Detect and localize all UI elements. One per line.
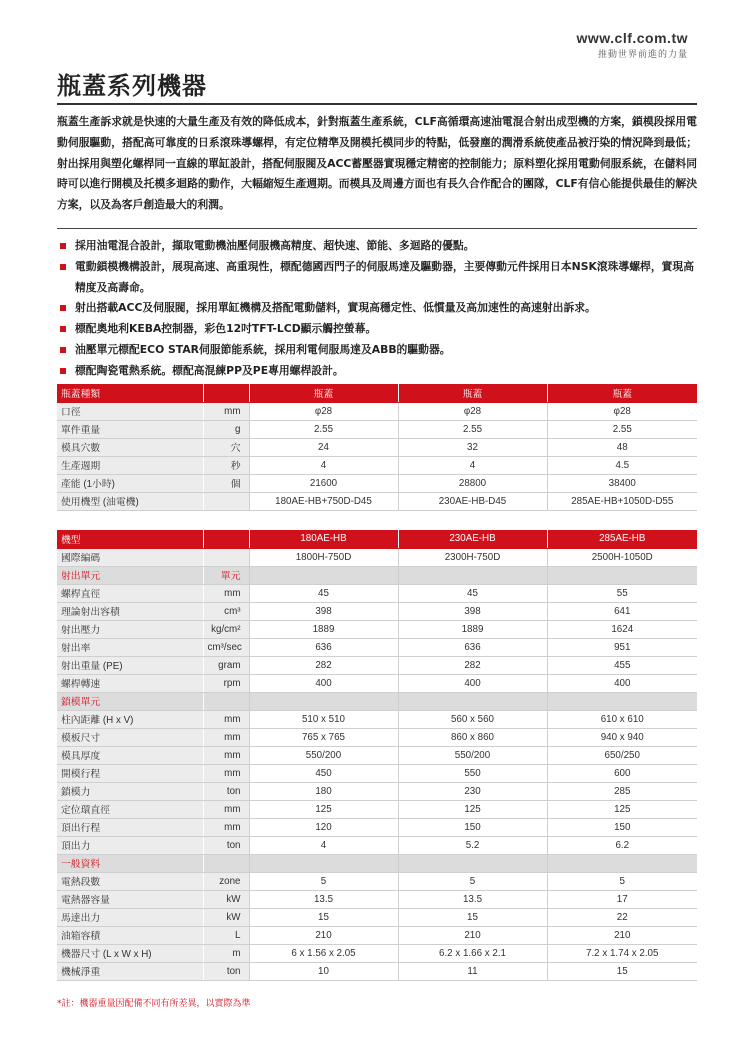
row-value-cell: 13.5: [398, 890, 547, 908]
row-unit-cell: zone: [203, 872, 249, 890]
row-value-cell: 230: [398, 782, 547, 800]
table-row: [57, 492, 697, 510]
row-unit-cell: [203, 492, 249, 510]
row-value-cell: 641: [547, 602, 697, 620]
row-value-cell: 45: [398, 584, 547, 602]
row-label-cell: 鎖模單元: [57, 692, 203, 710]
row-label-cell: 國際編碼: [57, 548, 203, 566]
row-unit-cell: mm: [203, 764, 249, 782]
row-value-cell: 150: [398, 818, 547, 836]
row-value-cell: 125: [398, 800, 547, 818]
row-value-cell: 636: [249, 638, 398, 656]
row-label-cell: 定位環直徑: [57, 800, 203, 818]
site-slogan: 推動世界前進的力量: [597, 50, 688, 60]
feature-item: [57, 257, 697, 299]
row-value-cell: 22: [547, 908, 697, 926]
table-row: [57, 836, 697, 854]
row-value-cell: 450: [249, 764, 398, 782]
row-value-cell: 5: [547, 872, 697, 890]
row-value-cell: 13.5: [249, 890, 398, 908]
row-label-cell: 理論射出容積: [57, 602, 203, 620]
page-title: 瓶蓋系列機器: [57, 72, 207, 100]
footnote: *註：機器重量因配備不同有所差異，以實際為準: [57, 999, 251, 1009]
table-row: [57, 890, 697, 908]
row-unit-cell: ton: [203, 836, 249, 854]
feature-text: 標配陶瓷電熱系統。標配高混練PP及PE專用螺桿設計。: [75, 363, 344, 377]
feature-item: [57, 361, 697, 382]
header-column-cell: 285AE-HB: [547, 530, 697, 548]
row-value-cell: 2.55: [398, 420, 547, 438]
row-value-cell: [249, 566, 398, 584]
feature-item: [57, 236, 697, 257]
row-value-cell: 4: [249, 456, 398, 474]
row-unit-cell: kg/cm²: [203, 620, 249, 638]
row-label-cell: 一般資料: [57, 854, 203, 872]
row-value-cell: 180: [249, 782, 398, 800]
feature-text: 油壓單元標配ECO STAR伺服節能系統，採用利電伺服馬達及ABB的驅動器。: [75, 342, 451, 356]
square-bullet-icon: [60, 243, 66, 249]
header-unit-cell: [203, 384, 249, 402]
row-value-cell: 2.55: [547, 420, 697, 438]
feature-text: 射出搭載ACC及伺服閥，採用單缸機構及搭配電動儲料，實現高穩定性、低慣量及高加速性的高速射出訴求。: [75, 301, 596, 315]
row-value-cell: 2500H-1050D: [547, 548, 697, 566]
row-unit-cell: mm: [203, 746, 249, 764]
machine-spec-table: [57, 530, 697, 981]
row-label-cell: 模具穴數: [57, 438, 203, 456]
row-unit-cell: mm: [203, 818, 249, 836]
row-value-cell: 48: [547, 438, 697, 456]
square-bullet-icon: [60, 305, 66, 311]
row-value-cell: 1889: [249, 620, 398, 638]
square-bullet-icon: [60, 347, 66, 353]
site-url[interactable]: www.clf.com.tw: [576, 30, 688, 46]
row-value-cell: 4.5: [547, 456, 697, 474]
table-row: [57, 474, 697, 492]
row-label-cell: 電熱段數: [57, 872, 203, 890]
row-value-cell: 11: [398, 962, 547, 980]
table-row: [57, 944, 697, 962]
row-value-cell: φ28: [398, 402, 547, 420]
row-unit-cell: cm³: [203, 602, 249, 620]
row-label-cell: 射出重量 (PE): [57, 656, 203, 674]
row-value-cell: 5: [249, 872, 398, 890]
table-row: [57, 782, 697, 800]
row-value-cell: 636: [398, 638, 547, 656]
row-label-cell: 柱內距離 (H x V): [57, 710, 203, 728]
row-value-cell: 210: [249, 926, 398, 944]
row-value-cell: 400: [249, 674, 398, 692]
header-column-cell: 瓶蓋: [547, 384, 697, 402]
row-unit-cell: m: [203, 944, 249, 962]
row-label-cell: 生產週期: [57, 456, 203, 474]
row-label-cell: 機器尺寸 (L x W x H): [57, 944, 203, 962]
row-value-cell: 282: [398, 656, 547, 674]
row-value-cell: 1889: [398, 620, 547, 638]
row-label-cell: 開模行程: [57, 764, 203, 782]
row-value-cell: 285AE-HB+1050D-D55: [547, 492, 697, 510]
row-value-cell: 860 x 860: [398, 728, 547, 746]
row-value-cell: 398: [249, 602, 398, 620]
table-row: [57, 420, 697, 438]
row-value-cell: 600: [547, 764, 697, 782]
row-value-cell: 28800: [398, 474, 547, 492]
row-unit-cell: 穴: [203, 438, 249, 456]
row-value-cell: 510 x 510: [249, 710, 398, 728]
header-column-cell: 180AE-HB: [249, 530, 398, 548]
row-value-cell: 6 x 1.56 x 2.05: [249, 944, 398, 962]
row-value-cell: 951: [547, 638, 697, 656]
row-value-cell: 125: [547, 800, 697, 818]
header-column-cell: 230AE-HB: [398, 530, 547, 548]
table-row: [57, 926, 697, 944]
table-row: [57, 746, 697, 764]
row-value-cell: [547, 566, 697, 584]
row-label-cell: 電熱器容量: [57, 890, 203, 908]
row-value-cell: 21600: [249, 474, 398, 492]
row-label-cell: 鎖模力: [57, 782, 203, 800]
row-label-cell: 馬達出力: [57, 908, 203, 926]
row-unit-cell: [203, 692, 249, 710]
bottle-cap-spec-table: [57, 384, 697, 511]
table-row: [57, 402, 697, 420]
row-unit-cell: ton: [203, 962, 249, 980]
table-row: [57, 908, 697, 926]
row-value-cell: 550: [398, 764, 547, 782]
row-label-cell: 螺桿直徑: [57, 584, 203, 602]
row-label-cell: 射出單元: [57, 566, 203, 584]
row-unit-cell: [203, 854, 249, 872]
row-value-cell: [249, 692, 398, 710]
header-label-cell: 瓶蓋種類: [57, 384, 203, 402]
row-value-cell: 455: [547, 656, 697, 674]
row-value-cell: 125: [249, 800, 398, 818]
row-value-cell: 5.2: [398, 836, 547, 854]
header-unit-cell: [203, 530, 249, 548]
row-label-cell: 油箱容積: [57, 926, 203, 944]
row-value-cell: 180AE-HB+750D-D45: [249, 492, 398, 510]
row-label-cell: 口徑: [57, 402, 203, 420]
row-value-cell: 210: [398, 926, 547, 944]
feature-text: 採用油電混合設計，擷取電動機油壓伺服機高精度、超快速、節能、多迴路的優點。: [75, 239, 475, 252]
row-value-cell: 7.2 x 1.74 x 2.05: [547, 944, 697, 962]
feature-text: 標配奧地利KEBA控制器，彩色12吋TFT-LCD顯示觸控螢幕。: [75, 322, 377, 336]
row-unit-cell: 秒: [203, 456, 249, 474]
row-value-cell: 10: [249, 962, 398, 980]
row-unit-cell: mm: [203, 728, 249, 746]
header-column-cell: 瓶蓋: [249, 384, 398, 402]
row-label-cell: 螺桿轉速: [57, 674, 203, 692]
row-unit-cell: rpm: [203, 674, 249, 692]
table-row: [57, 602, 697, 620]
row-unit-cell: cm³/sec: [203, 638, 249, 656]
row-unit-cell: mm: [203, 710, 249, 728]
row-value-cell: 45: [249, 584, 398, 602]
row-value-cell: [398, 566, 547, 584]
row-value-cell: φ28: [547, 402, 697, 420]
row-unit-cell: g: [203, 420, 249, 438]
table-row: [57, 728, 697, 746]
table-row: [57, 584, 697, 602]
row-value-cell: 765 x 765: [249, 728, 398, 746]
row-value-cell: φ28: [249, 402, 398, 420]
feature-item: [57, 298, 697, 319]
row-value-cell: 6.2 x 1.66 x 2.1: [398, 944, 547, 962]
row-value-cell: 15: [249, 908, 398, 926]
row-value-cell: 38400: [547, 474, 697, 492]
row-unit-cell: [203, 548, 249, 566]
table-row: [57, 638, 697, 656]
table-row: [57, 456, 697, 474]
row-value-cell: [398, 854, 547, 872]
row-value-cell: 2300H-750D: [398, 548, 547, 566]
table-row: [57, 620, 697, 638]
row-value-cell: 1624: [547, 620, 697, 638]
table-row: [57, 710, 697, 728]
row-value-cell: 17: [547, 890, 697, 908]
row-value-cell: 1800H-750D: [249, 548, 398, 566]
header-column-cell: 瓶蓋: [398, 384, 547, 402]
row-unit-cell: L: [203, 926, 249, 944]
row-label-cell: 產能 (1小時): [57, 474, 203, 492]
header-label-cell: 機型: [57, 530, 203, 548]
row-label-cell: 頂出行程: [57, 818, 203, 836]
row-unit-cell: ton: [203, 782, 249, 800]
feature-list: [57, 236, 697, 382]
table-row: [57, 962, 697, 980]
square-bullet-icon: [60, 326, 66, 332]
row-value-cell: 940 x 940: [547, 728, 697, 746]
row-value-cell: 650/250: [547, 746, 697, 764]
table-row: [57, 818, 697, 836]
row-value-cell: 550/200: [249, 746, 398, 764]
intro-divider: [57, 228, 697, 229]
table-header-row: [57, 384, 697, 402]
row-value-cell: 32: [398, 438, 547, 456]
site-header: [577, 30, 689, 60]
row-value-cell: [547, 854, 697, 872]
square-bullet-icon: [60, 264, 66, 270]
row-value-cell: 400: [398, 674, 547, 692]
feature-text: 電動鎖模機構設計，展現高速、高重現性，標配德國西門子的伺服馬達及驅動器，主要傳動元件採用日本NSK滾珠導螺桿，實現高精度及高壽命。: [75, 259, 695, 294]
intro-paragraph: 瓶蓋生產訴求就是快速的大量生產及有效的降低成本，針對瓶蓋生產系統，CLF高循環高速油電混合射出成型機的方案，鎖模段採用電動伺服驅動，搭配高可靠度的日系滾珠導螺桿，有定位精準及開模托模同步的特點，低發塵的潤滑系統使產品被汙染的情況降到最低；射出採用與塑化螺桿同一直線的單缸設計，搭配伺服閥及ACC蓄壓器實現穩定精密的控制能力；原料塑化採用電動伺服系統，在儲料同時可以進行開模及托模多迴路的動作，大幅縮短生產週期。而模具及周邊方面也有長久合作配合的團隊，CLF有信心能提供最佳的解決方案，以及為客戶創造最大的利潤。: [57, 115, 697, 212]
row-value-cell: 400: [547, 674, 697, 692]
row-label-cell: 射出壓力: [57, 620, 203, 638]
row-value-cell: [398, 692, 547, 710]
section-row: [57, 692, 697, 710]
section-row: [57, 566, 697, 584]
table-row: [57, 438, 697, 456]
row-value-cell: 210: [547, 926, 697, 944]
row-label-cell: 模具厚度: [57, 746, 203, 764]
table-header-row: [57, 530, 697, 548]
row-unit-cell: 單元: [203, 566, 249, 584]
row-value-cell: 398: [398, 602, 547, 620]
table-row: [57, 800, 697, 818]
row-value-cell: 5: [398, 872, 547, 890]
table-row: [57, 872, 697, 890]
row-value-cell: 285: [547, 782, 697, 800]
row-unit-cell: mm: [203, 584, 249, 602]
row-value-cell: 610 x 610: [547, 710, 697, 728]
row-value-cell: [547, 692, 697, 710]
row-unit-cell: mm: [203, 402, 249, 420]
row-label-cell: 模板尺寸: [57, 728, 203, 746]
title-divider: [57, 103, 697, 105]
row-value-cell: [249, 854, 398, 872]
row-value-cell: 550/200: [398, 746, 547, 764]
section-row: [57, 854, 697, 872]
row-unit-cell: kW: [203, 908, 249, 926]
row-label-cell: 機械淨重: [57, 962, 203, 980]
table-row: [57, 548, 697, 566]
row-value-cell: 55: [547, 584, 697, 602]
table-row: [57, 764, 697, 782]
table-row: [57, 674, 697, 692]
row-value-cell: 15: [398, 908, 547, 926]
row-label-cell: 射出率: [57, 638, 203, 656]
feature-item: [57, 319, 697, 340]
row-value-cell: 4: [249, 836, 398, 854]
row-value-cell: 150: [547, 818, 697, 836]
row-unit-cell: gram: [203, 656, 249, 674]
row-value-cell: 15: [547, 962, 697, 980]
row-label-cell: 單件重量: [57, 420, 203, 438]
row-label-cell: 頂出力: [57, 836, 203, 854]
row-value-cell: 4: [398, 456, 547, 474]
row-unit-cell: 個: [203, 474, 249, 492]
row-value-cell: 282: [249, 656, 398, 674]
table-row: [57, 656, 697, 674]
row-unit-cell: mm: [203, 800, 249, 818]
row-value-cell: 230AE-HB-D45: [398, 492, 547, 510]
row-value-cell: 120: [249, 818, 398, 836]
feature-item: [57, 340, 697, 361]
square-bullet-icon: [60, 368, 66, 374]
row-value-cell: 24: [249, 438, 398, 456]
row-unit-cell: kW: [203, 890, 249, 908]
row-value-cell: 2.55: [249, 420, 398, 438]
row-value-cell: 560 x 560: [398, 710, 547, 728]
row-label-cell: 使用機型 (油電機): [57, 492, 203, 510]
row-value-cell: 6.2: [547, 836, 697, 854]
